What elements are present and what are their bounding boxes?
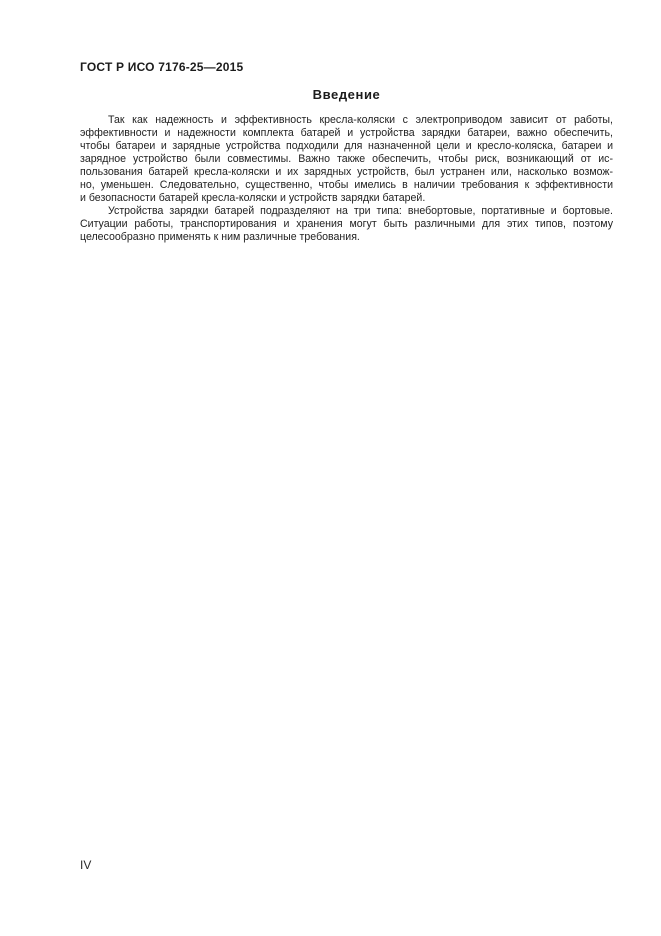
document-body <box>80 114 613 244</box>
text-line: но, уменьшен. Следовательно, существенно, чтобы имелись в наличии требования к эффективности <box>80 179 613 191</box>
standard-number-header: ГОСТ Р ИСО 7176-25—2015 <box>80 60 244 74</box>
page-number: IV <box>80 858 92 872</box>
text-line: Так как надежность и эффективность кресла-коляски с электроприводом зависит от работы, <box>108 114 613 126</box>
text-line: пользования батарей кресла-коляски и их зарядных устройств, был устранен или, насколько возмож- <box>80 166 613 178</box>
paragraph <box>80 114 613 205</box>
text-line: чтобы батареи и зарядные устройства подходили для назначенной цели и кресло-коляска, батареи и <box>80 140 613 152</box>
text-line: и безопасности батарей кресла-коляски и устройств зарядки батарей. <box>80 192 426 204</box>
section-title: Введение <box>312 87 381 102</box>
text-line: эффективности и надежности комплекта батарей и устройства зарядки батареи, важно обеспечить, <box>80 127 613 139</box>
text-line: Устройства зарядки батарей подразделяют на три типа: внебортовые, портативные и бортовые. <box>108 205 613 217</box>
text-line: Ситуации работы, транспортирования и хранения могут быть различными для этих типов, поэтому <box>80 218 613 230</box>
page-content <box>80 60 613 244</box>
text-line: зарядное устройство были совместимы. Важно также обеспечить, чтобы риск, возникающий от ис- <box>80 153 613 165</box>
paragraph <box>80 205 613 244</box>
text-line: целесообразно применять к ним различные требования. <box>80 231 360 243</box>
